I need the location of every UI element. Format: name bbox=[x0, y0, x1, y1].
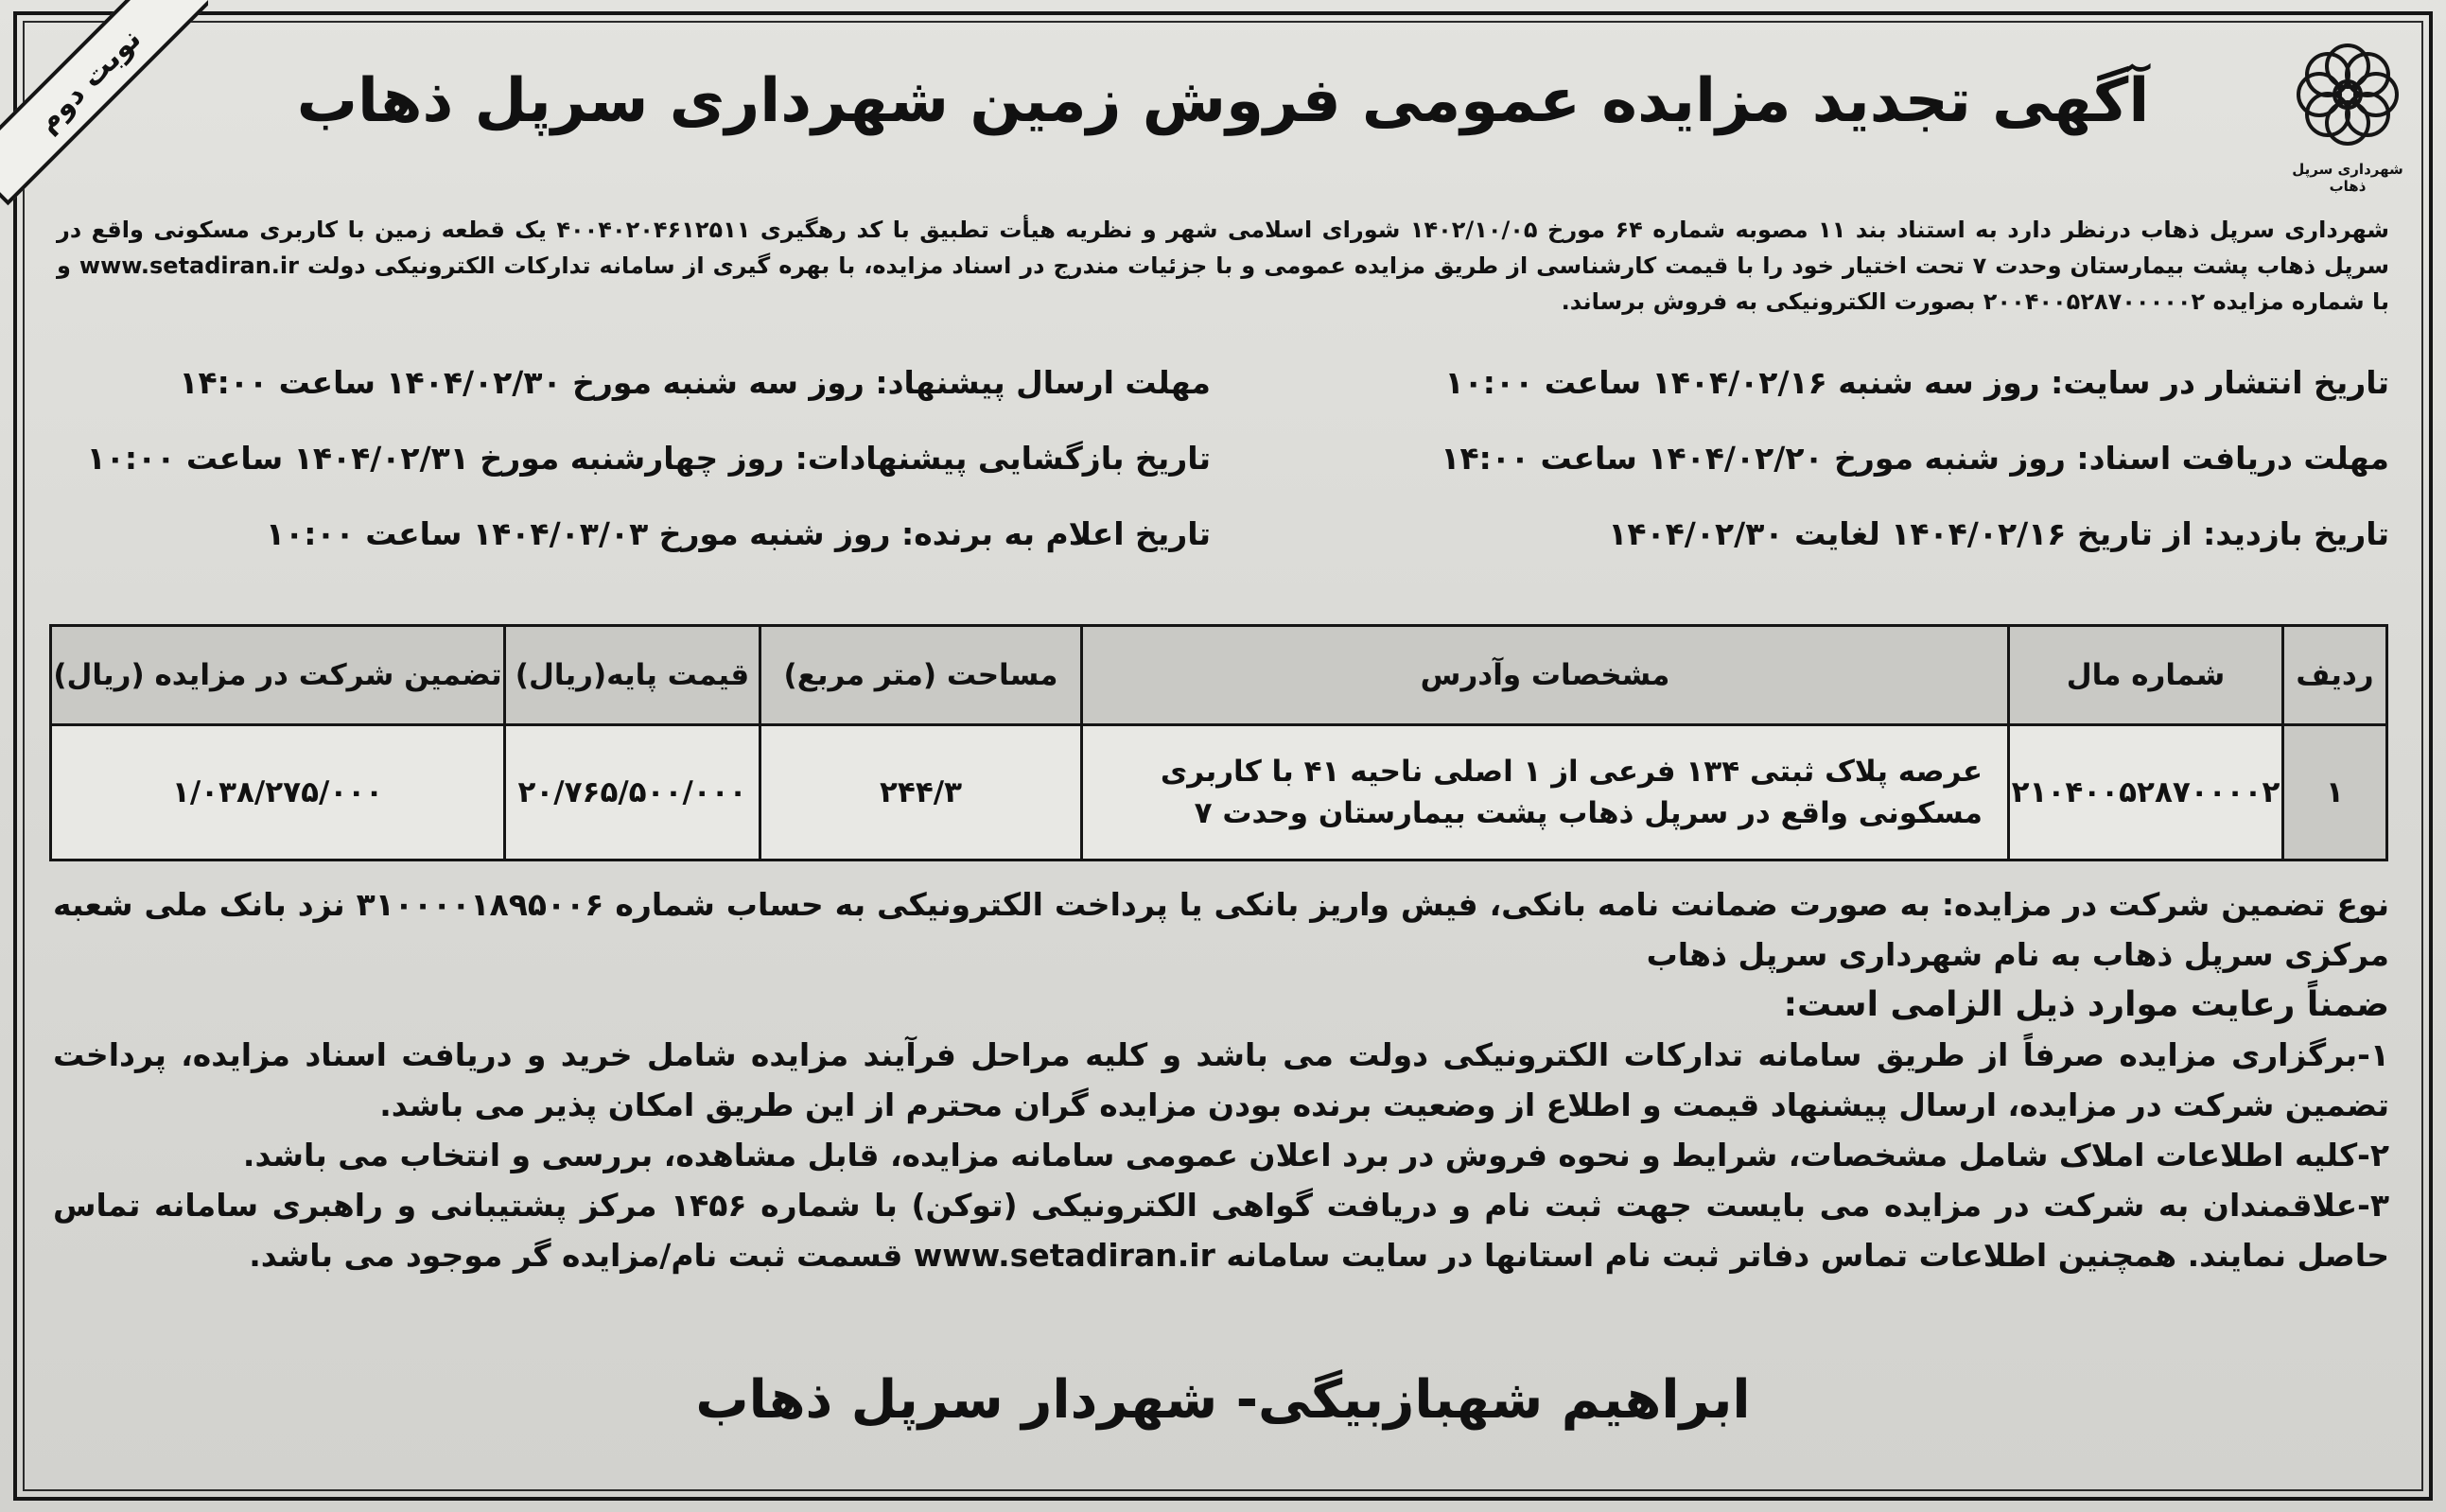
header-base-price: قیمت پایه(ریال) bbox=[505, 626, 760, 725]
property-table bbox=[49, 624, 2388, 861]
ribbon-label: نوبت دوم bbox=[0, 0, 208, 205]
conditions-heading: ضمناً رعایت موارد ذیل الزامی است: bbox=[1783, 985, 2389, 1024]
winner-announcement: تاریخ اعلام به برنده: روز شنبه مورخ ۱۴۰۴/۰۳/۰۳ ساعت ۱۰:۰۰ bbox=[265, 515, 1211, 552]
municipality-emblem-icon bbox=[2291, 38, 2404, 151]
table-header-row bbox=[51, 626, 2387, 725]
notice-title: آگهی تجدید مزایده عمومی فروش زمین شهرداری سرپل ذهاب bbox=[296, 66, 2150, 136]
condition-item-3: ۳-علاقمندان به شرکت در مزایده می بایست جهت ثبت نام و دریافت گواهی الکترونیکی (توکن) با شماره ۱۴۵۶ مرکز پشتیبانی و راهبری سامانه تماس حاصل نمایند. همچنین اطلاعات تماس دفاتر ثبت نام استانها در سایت سامانه www.setadiran.ir قسمت ثبت نام/مزایده گر موجود می باشد. bbox=[53, 1187, 2389, 1274]
municipality-logo bbox=[2281, 38, 2414, 195]
table-row bbox=[51, 725, 2387, 860]
condition-item-1: ۱-برگزاری مزایده صرفاً از طریق سامانه تدارکات الکترونیکی دولت می باشد و کلیه مراحل فرآیند مزایده شامل خرید و دریافت اسناد مزایده، پرداخت تضمین شرکت در مزایده، ارسال پیشنهاد قیمت و اطلاع از وضعیت برنده بودن مزایده گران محترم از این طریق امکان پذیر می باشد. bbox=[53, 1036, 2389, 1123]
publish-date: تاریخ انتشار در سایت: روز سه شنبه ۱۴۰۴/۰۲/۱۶ ساعت ۱۰:۰۰ bbox=[1444, 364, 2389, 401]
dates-left-column bbox=[57, 355, 1211, 582]
header-description: مشخصات وآدرس bbox=[1082, 626, 2009, 725]
mayor-signature: ابراهیم شهبازبیگی- شهردار سرپل ذهاب bbox=[695, 1369, 1751, 1431]
intro-paragraph: شهرداری سرپل ذهاب درنظر دارد به استناد بند ۱۱ مصوبه شماره ۶۴ مورخ ۱۴۰۲/۱۰/۰۵ شورای اسلامی شهر و نظریه هیأت تطبیق با کد رهگیری ۴۰۰۴۰۲۰۴۶۱۲۵۱۱ یک قطعه زمین با کاربری مسکونی واقع در سرپل ذهاب پشت بیمارستان وحدت ۷ تحت اختیار خود را با قیمت کارشناسی از طریق مزایده عمومی و با جزئیات مندرج در اسناد مزایده، با بهره گیری از سامانه تدارکات الکترونیکی دولت www.setadiran.ir و با شماره مزایده ۲۰۰۴۰۰۵۲۸۷۰۰۰۰۰۲ بصورت الکترونیکی به فروش برساند. bbox=[57, 217, 2390, 315]
cell-area: ۲۴۴/۳ bbox=[760, 725, 1082, 860]
cell-row-number: ۱ bbox=[2283, 725, 2387, 860]
conditions-section bbox=[53, 879, 2389, 1280]
corner-ribbon bbox=[0, 0, 208, 208]
guarantee-paragraph: نوع تضمین شرکت در مزایده: به صورت ضمانت نامه بانکی، فیش واریز بانکی یا پرداخت الکترونیکی به حساب شماره ۳۱۰۰۰۰۱۸۹۵۰۰۶ نزد بانک ملی شعبه مرکزی سرپل ذهاب به نام شهرداری سرپل ذهاب bbox=[53, 886, 2390, 973]
proposal-deadline: مهلت ارسال پیشنهاد: روز سه شنبه مورخ ۱۴۰۴/۰۲/۳۰ ساعت ۱۴:۰۰ bbox=[179, 364, 1211, 401]
cell-property-number: ۲۱۰۴۰۰۵۲۸۷۰۰۰۰۲ bbox=[2009, 725, 2283, 860]
logo-caption: شهرداری سرپل ذهاب bbox=[2292, 161, 2403, 195]
header-area: مساحت (متر مربع) bbox=[760, 626, 1082, 725]
cell-description: عرصه پلاک ثبتی ۱۳۴ فرعی از ۱ اصلی ناحیه ۴۱ با کاربری مسکونی واقع در سرپل ذهاب پشت بیمارستان وحدت ۷ bbox=[1082, 725, 2009, 860]
dates-right-column bbox=[1235, 355, 2389, 582]
documents-deadline: مهلت دریافت اسناد: روز شنبه مورخ ۱۴۰۴/۰۲/۲۰ ساعت ۱۴:۰۰ bbox=[1441, 440, 2389, 477]
header-property-number: شماره مال bbox=[2009, 626, 2283, 725]
header-guarantee: تضمین شرکت در مزایده (ریال) bbox=[51, 626, 505, 725]
condition-item-2: ۲-کلیه اطلاعات املاک شامل مشخصات، شرایط و نحوه فروش در برد اعلان عمومی سامانه مزایده، قابل مشاهده، بررسی و انتخاب می باشد. bbox=[242, 1137, 2389, 1173]
visit-dates: تاریخ بازدید: از تاریخ ۱۴۰۴/۰۲/۱۶ لغایت ۱۴۰۴/۰۲/۳۰ bbox=[1608, 515, 2389, 552]
cell-guarantee: ۱/۰۳۸/۲۷۵/۰۰۰ bbox=[51, 725, 505, 860]
cell-base-price: ۲۰/۷۶۵/۵۰۰/۰۰۰ bbox=[505, 725, 760, 860]
opening-date: تاریخ بازگشایی پیشنهادات: روز چهارشنبه مورخ ۱۴۰۴/۰۲/۳۱ ساعت ۱۰:۰۰ bbox=[86, 440, 1211, 477]
header-row-number: ردیف bbox=[2283, 626, 2387, 725]
